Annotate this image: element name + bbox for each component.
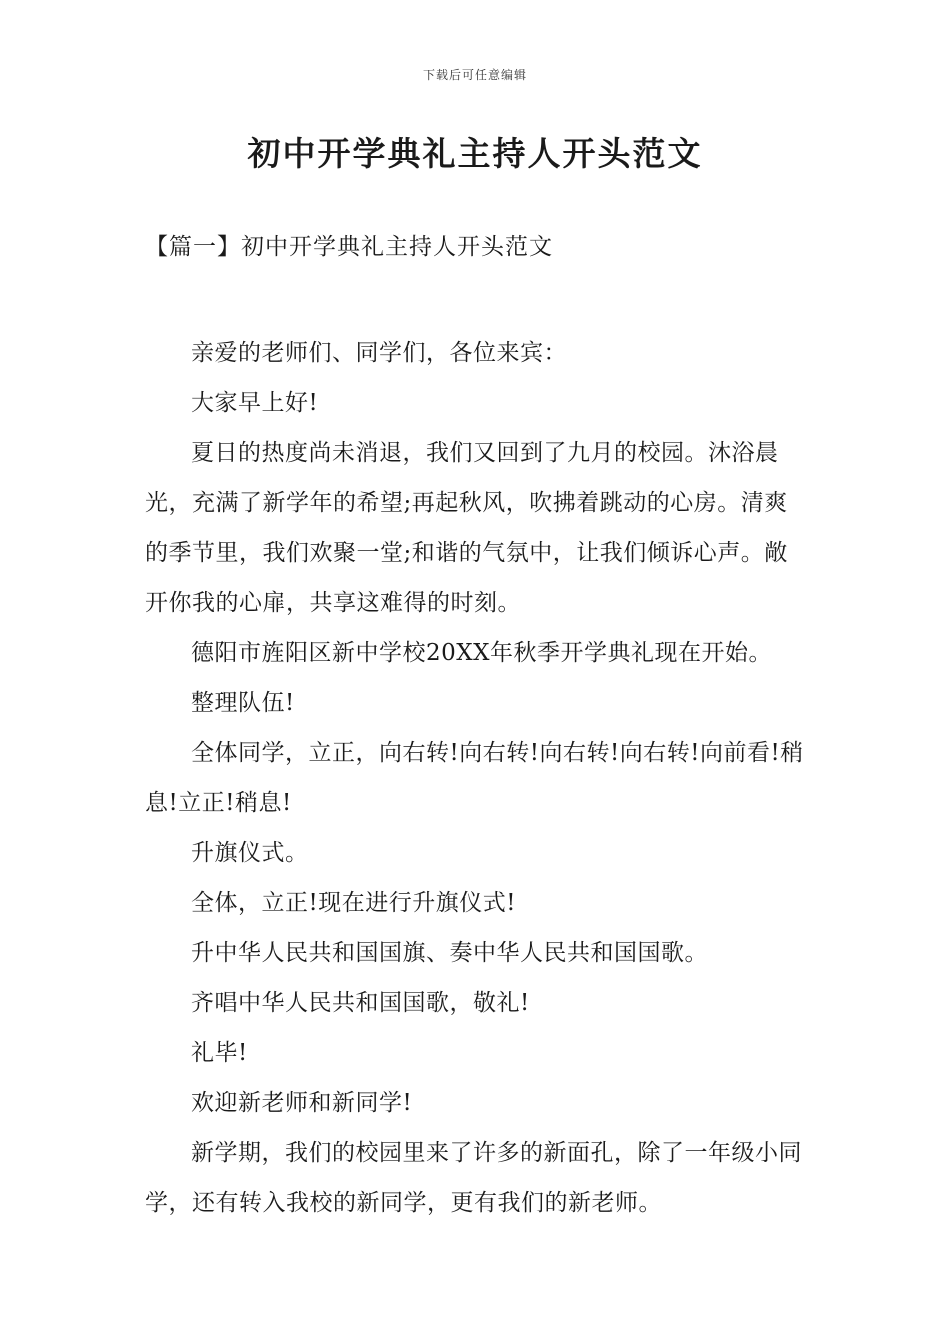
paragraph: 夏日的热度尚未消退，我们又回到了九月的校园。沐浴晨光，充满了新学年的希望;再起秋风，吹拂着跳动的心房。清爽的季节里，我们欢聚一堂;和谐的气氛中，让我们倾诉心声。敞开你我的心扉，共享这难得的时刻。 xyxy=(145,440,788,616)
paragraph: 升旗仪式。 xyxy=(191,840,309,866)
paragraph: 欢迎新老师和新同学! xyxy=(191,1090,413,1116)
paragraph: 整理队伍! xyxy=(191,690,295,716)
document-title: 初中开学典礼主持人开头范文 xyxy=(247,134,703,173)
paragraph: 全体同学，立正，向右转!向右转!向右转!向右转!向前看!稍息!立正!稍息! xyxy=(145,740,804,816)
paragraph: 全体，立正!现在进行升旗仪式! xyxy=(191,890,516,916)
paragraph: 亲爱的老师们、同学们，各位来宾： xyxy=(191,340,567,366)
paragraph: 升中华人民共和国国旗、奏中华人民共和国国歌。 xyxy=(191,940,708,966)
header-note: 下载后可任意编辑 xyxy=(422,68,527,82)
document-body xyxy=(145,328,810,1228)
paragraph: 新学期，我们的校园里来了许多的新面孔，除了一年级小同学，还有转入我校的新同学，更有我们的新老师。 xyxy=(145,1140,802,1216)
paragraph: 礼毕! xyxy=(191,1040,248,1066)
paragraph: 德阳市旌阳区新中学校20XX年秋季开学典礼现在开始。 xyxy=(191,640,773,666)
paragraph: 齐唱中华人民共和国国歌，敬礼! xyxy=(191,990,530,1016)
section-heading: 【篇一】初中开学典礼主持人开头范文 xyxy=(145,234,553,260)
paragraph: 大家早上好! xyxy=(191,390,319,416)
